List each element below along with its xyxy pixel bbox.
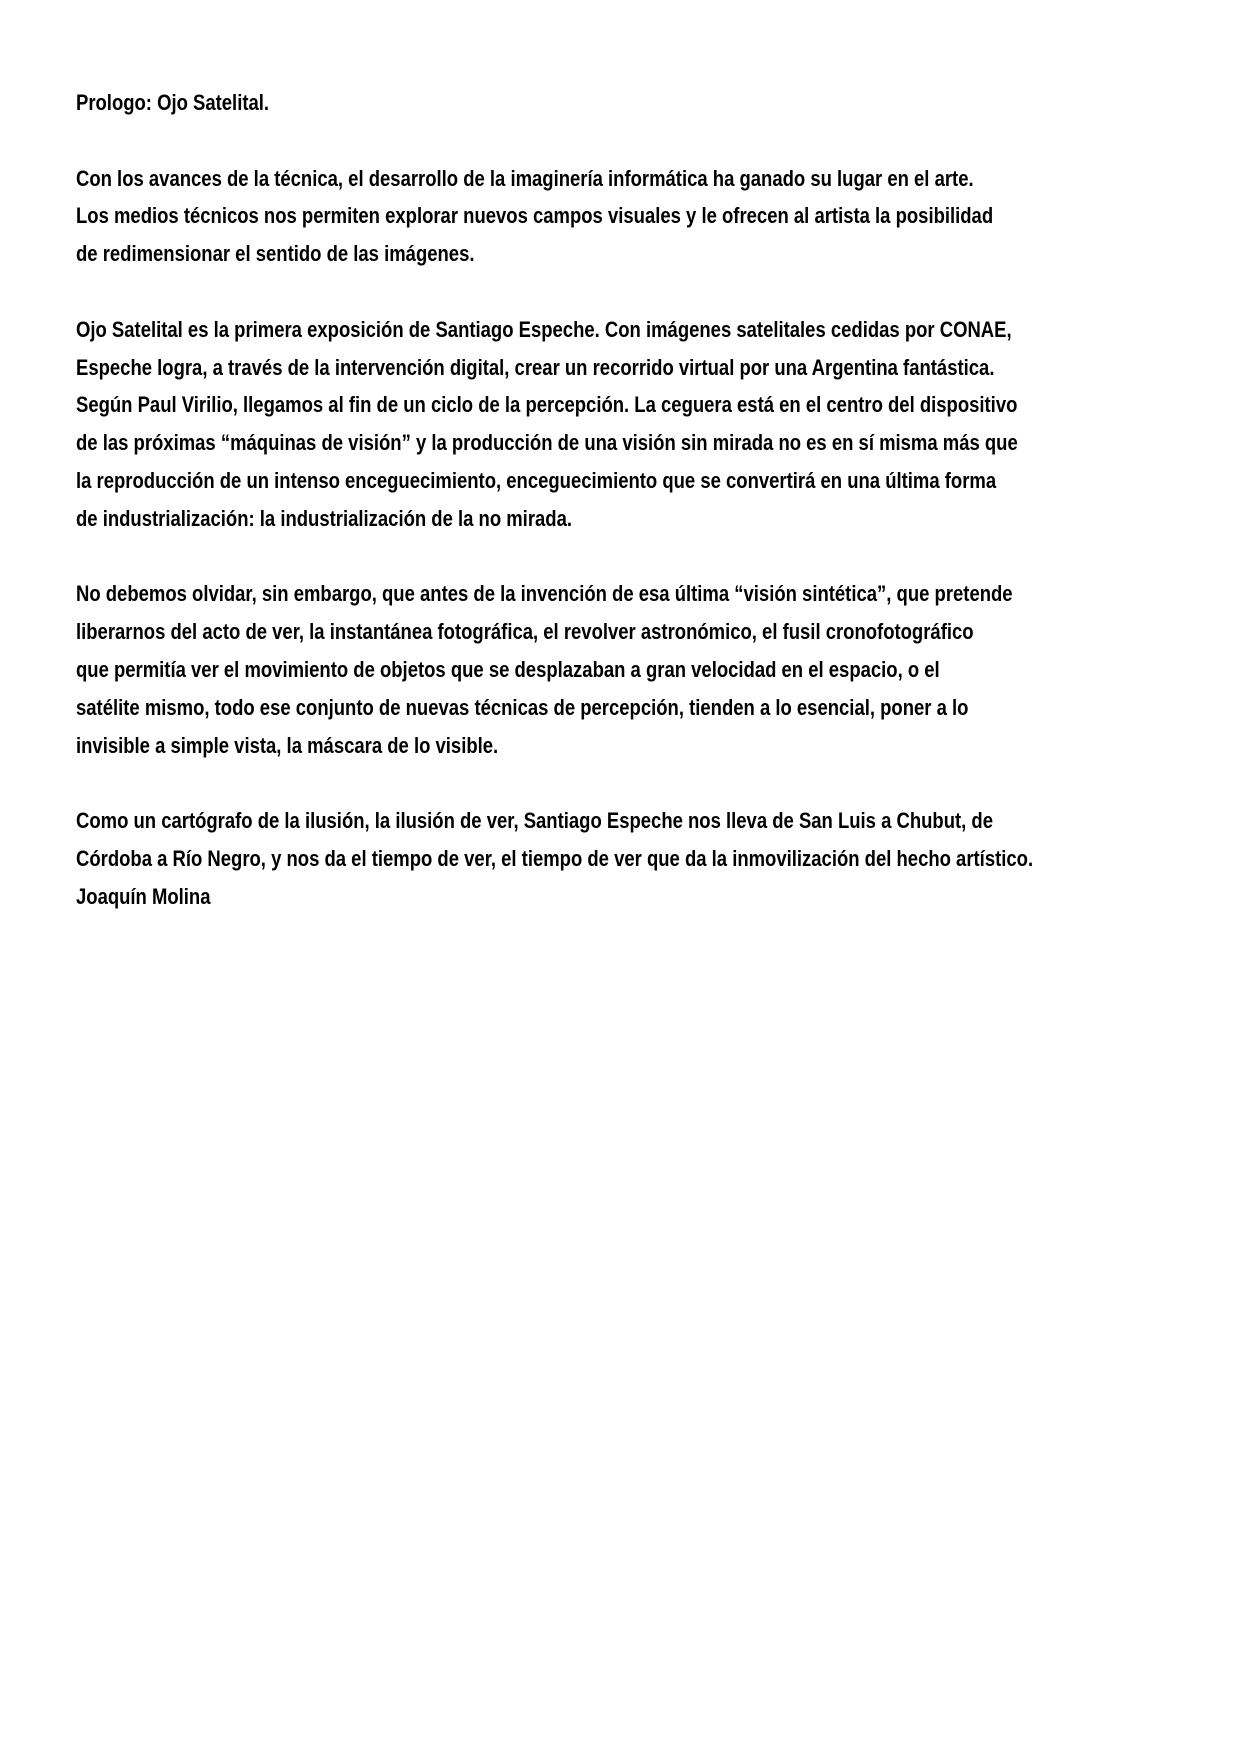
paragraph-line: invisible a simple vista, la máscara de lo visible. <box>76 732 499 758</box>
paragraph-line: Espeche logra, a través de la intervención digital, crear un recorrido virtual por una Argentina fantástica. <box>76 354 995 380</box>
paragraph-line: Según Paul Virilio, llegamos al fin de un ciclo de la percepción. La ceguera está en el centro del dispositivo <box>76 392 1018 418</box>
document-title: Prologo: Ojo Satelital. <box>76 90 270 115</box>
author-signature: Joaquín Molina <box>76 883 211 909</box>
paragraph-line: liberarnos del acto de ver, la instantánea fotográfica, el revolver astronómico, el fusil cronofotográfico <box>76 619 974 645</box>
paragraph-line: de redimensionar el sentido de las imágenes. <box>76 241 475 267</box>
paragraph-gap <box>76 273 1017 311</box>
document-body <box>76 84 1034 916</box>
paragraph-line: de industrialización: la industrialización de la no mirada. <box>76 505 572 531</box>
paragraph-line: que permitía ver el movimiento de objetos que se desplazaban a gran velocidad en el espacio, o el <box>76 656 940 682</box>
paragraph-line: de las próximas “máquinas de visión” y la producción de una visión sin mirada no es en sí misma más que <box>76 430 1018 456</box>
paragraph-line: Como un cartógrafo de la ilusión, la ilusión de ver, Santiago Espeche nos lleva de San Luis a Chubut, de <box>76 808 994 834</box>
paragraph-3 <box>76 575 1017 764</box>
paragraph-line: la reproducción de un intenso enceguecimiento, enceguecimiento que se convertirá en una última forma <box>76 467 997 493</box>
paragraph-line: satélite mismo, todo ese conjunto de nuevas técnicas de percepción, tienden a lo esencial, poner a lo <box>76 694 969 720</box>
paragraph-line: Ojo Satelital es la primera exposición de Santiago Espeche. Con imágenes satelitales cedidas por CONAE, <box>76 316 1012 342</box>
paragraph-line: Córdoba a Río Negro, y nos da el tiempo de ver, el tiempo de ver que da la inmovilización del hecho artístico. <box>76 845 1034 871</box>
paragraph-2 <box>76 311 1017 538</box>
paragraph-line: No debemos olvidar, sin embargo, que antes de la invención de esa última “visión sintética”, que pretende <box>76 581 1013 607</box>
paragraph-line: Con los avances de la técnica, el desarrollo de la imaginería informática ha ganado su lugar en el arte. <box>76 165 974 191</box>
paragraph-gap <box>76 538 1017 576</box>
paragraph-gap <box>76 122 1017 160</box>
paragraph-1 <box>76 160 1017 273</box>
paragraph-line: Los medios técnicos nos permiten explorar nuevos campos visuales y le ofrecen al artista la posibilidad <box>76 203 994 229</box>
paragraph-4 <box>76 802 1034 878</box>
paragraph-gap <box>76 764 1017 802</box>
